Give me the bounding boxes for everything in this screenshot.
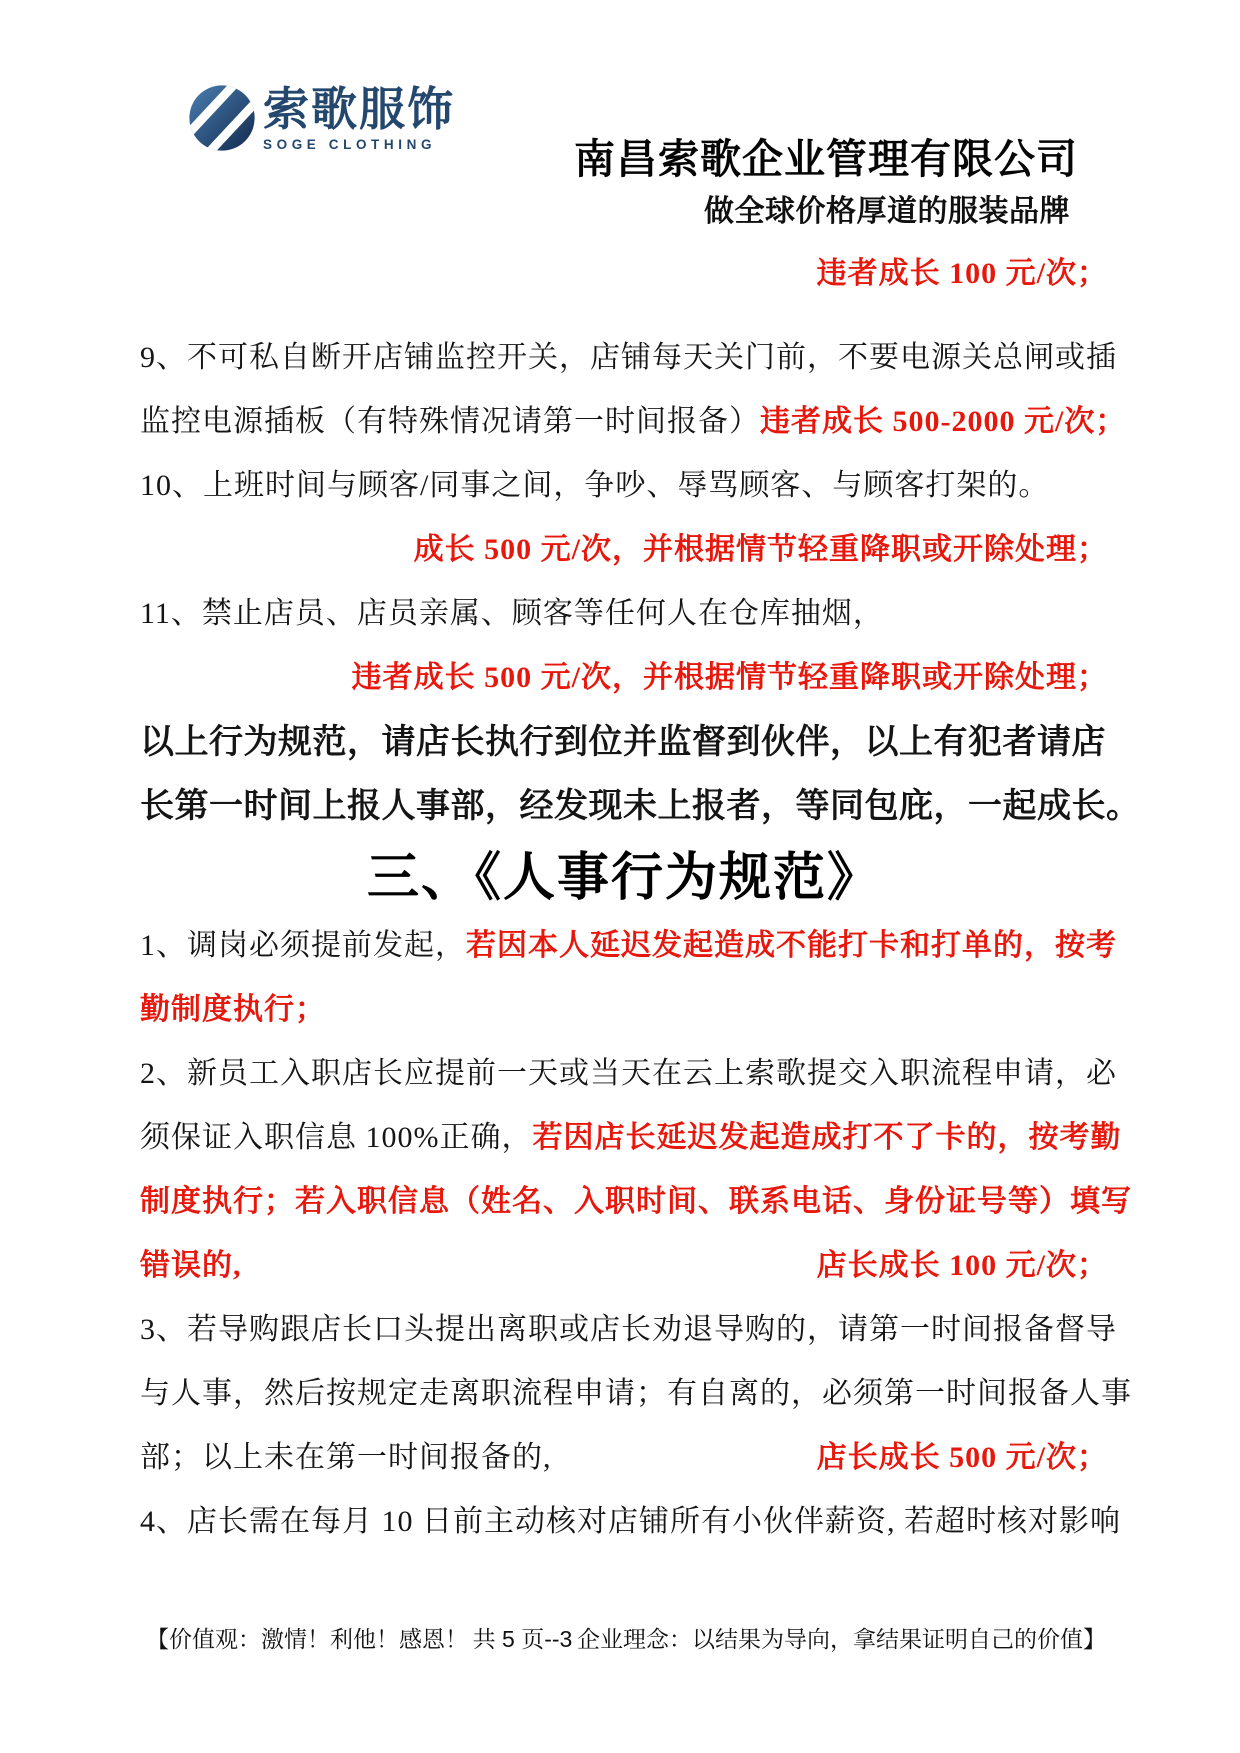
text-segment: 若因本人延迟发起造成不能打卡和打单的，按考: [466, 929, 1117, 962]
logo-name-en: SOGE CLOTHING: [263, 137, 437, 152]
text-segment: 违者成长 500-2000 元/次；: [760, 405, 1127, 438]
text-segment: 违者成长 100 元/次；: [816, 257, 1108, 290]
text-segment: 以上行为规范，请店长执行到位并监督到伙伴，以上有犯者请店: [140, 723, 1106, 761]
text-segment: 4、店长需在每月 10 日前主动核对店铺所有小伙伴薪资, 若超时核对影响: [140, 1505, 1121, 1538]
text-segment: 三、《人事行为规范》: [366, 849, 881, 907]
text-segment: 店长成长 100 元/次；: [816, 1249, 1108, 1282]
text-segment: 部；以上未在第一时间报备的,: [140, 1441, 552, 1474]
doc-line: [140, 238, 1108, 302]
doc-line: [140, 770, 1141, 834]
logo: [263, 84, 455, 152]
text-segment: 店长成长 500 元/次；: [816, 1441, 1108, 1474]
doc-line: [140, 910, 1117, 974]
text-segment: 若因店长延迟发起造成打不了卡的，按考勤: [532, 1121, 1122, 1154]
doc-line: [140, 322, 1117, 386]
footer-values: 【价值观：激情！利他！感恩！: [146, 1626, 468, 1652]
doc-line: [140, 1358, 1132, 1422]
text-segment: 勤制度执行；: [140, 993, 326, 1026]
text-segment: 长第一时间上报人事部，经发现未上报者，等同包庇，一起成长。: [140, 787, 1141, 825]
doc-line: [140, 514, 1108, 578]
company-name: 南昌索歌企业管理有限公司: [574, 136, 1078, 182]
text-segment: 与人事，然后按规定走离职流程申请；有自离的，必须第一时间报备人事: [140, 1377, 1132, 1410]
text-segment: 1、调岗必须提前发起，: [140, 929, 466, 962]
doc-line: [140, 386, 1127, 450]
doc-line: [140, 974, 1108, 1038]
doc-line: [140, 578, 1108, 642]
doc-line: [140, 1486, 1121, 1550]
text-segment: 成长 500 元/次，并根据情节轻重降职或开除处理；: [413, 533, 1108, 566]
text-segment: 9、不可私自断开店铺监控开关，店铺每天关门前，不要电源关总闸或插: [140, 341, 1117, 374]
doc-line: [140, 1230, 1108, 1294]
text-segment: 违者成长 500 元/次，并根据情节轻重降职或开除处理；: [351, 661, 1108, 694]
soge-circle-s-icon: [188, 84, 256, 152]
text-segment: 制度执行；若入职信息（姓名、入职时间、联系电话、身份证号等）填写: [140, 1185, 1132, 1218]
logo-name-cn: 索歌服饰: [263, 83, 455, 135]
doc-line: [140, 1294, 1117, 1358]
doc-line: [140, 1102, 1122, 1166]
text-segment: 错误的,: [140, 1249, 242, 1282]
doc-line: [140, 642, 1108, 706]
document-body: [140, 238, 1141, 1550]
text-segment: 11、禁止店员、店员亲属、顾客等任何人在仓库抽烟，: [140, 597, 884, 630]
doc-line: [140, 706, 1108, 770]
text-segment: 监控电源插板（有特殊情况请第一时间报备）: [140, 405, 760, 438]
doc-line: [140, 1166, 1132, 1230]
section-heading: [140, 834, 1108, 910]
doc-line: [140, 1038, 1117, 1102]
footer-page-number: 共 5 页--3: [472, 1626, 573, 1652]
text-segment: 3、若导购跟店长口头提出离职或店长劝退导购的，请第一时间报备督导: [140, 1313, 1117, 1346]
doc-line: [140, 450, 1108, 514]
text-segment: 2、新员工入职店长应提前一天或当天在云上索歌提交入职流程申请，必: [140, 1057, 1117, 1090]
company-slogan: 做全球价格厚道的服装品牌: [704, 195, 1070, 228]
footer: [146, 1621, 1106, 1654]
text-segment: 须保证入职信息 100%正确，: [140, 1121, 533, 1154]
footer-philosophy: 企业理念：以结果为导向，拿结果证明自己的价值】: [577, 1626, 1106, 1652]
doc-line: [140, 1422, 1108, 1486]
text-segment: 10、上班时间与顾客/同事之间，争吵、辱骂顾客、与顾客打架的。: [140, 469, 1050, 502]
